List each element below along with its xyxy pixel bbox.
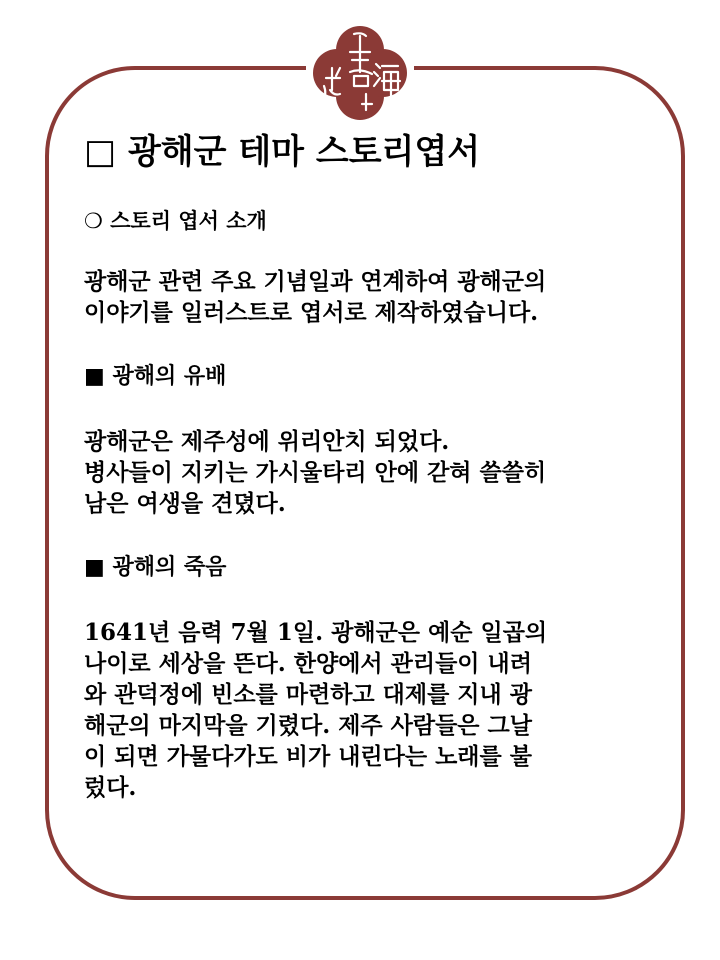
intro-body: 광해군 관련 주요 기념일과 연계하여 광해군의 이야기를 일러스트로 엽서로 제작하였습니다.: [84, 268, 547, 326]
intro-heading: ❍ 스토리 엽서 소개: [84, 209, 267, 233]
death-body: 1641년 음력 7월 1일. 광해군은 예순 일곱의 나이로 세상을 뜬다. 한양에서 관리들이 내려 와 관덕정에 빈소를 마련하고 대제를 지내 광 해군의 마지막을 기렸다. 제주 사람들은 그날 이 되면 가물다가도 비가 내린다는 노래를 불 렀다.: [84, 619, 548, 801]
exile-heading: ■ 광해의 유배: [84, 364, 227, 389]
gwanghae-logo-emblem: [306, 20, 414, 126]
page-title: □ 광해군 테마 스토리엽서: [84, 132, 481, 172]
postcard-description: [84, 130, 664, 803]
death-heading: ■ 광해의 죽음: [84, 555, 227, 580]
exile-body: 광해군은 제주성에 위리안치 되었다. 병사들이 지키는 가시울타리 안에 갇혀 쓸쓸히 남은 여생을 견뎠다.: [84, 428, 547, 517]
